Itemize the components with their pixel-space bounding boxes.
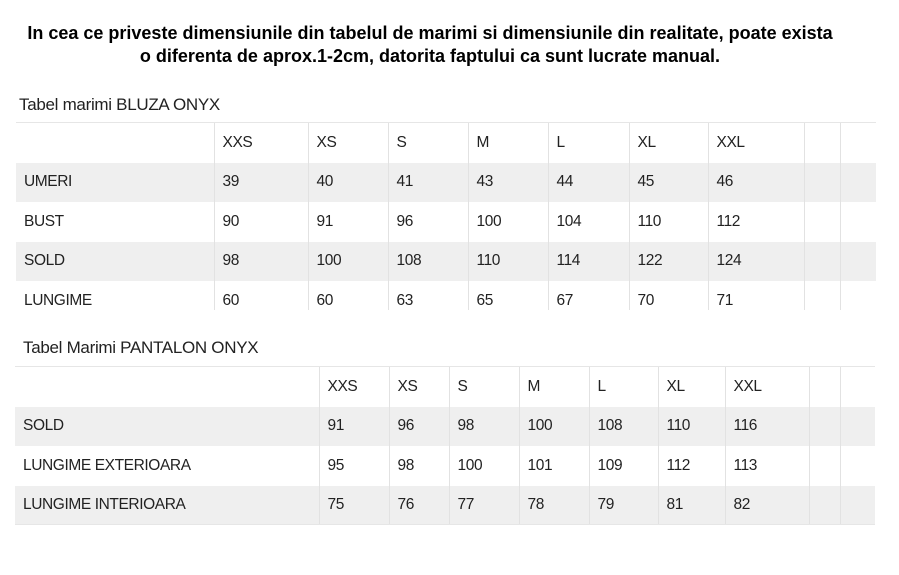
table-cell: 60 bbox=[214, 281, 308, 310]
table-cell: 91 bbox=[319, 407, 389, 447]
header-cell: XXS bbox=[319, 367, 389, 407]
table-cell bbox=[804, 242, 840, 282]
table-cell bbox=[840, 446, 875, 486]
table-cell: 104 bbox=[548, 202, 629, 242]
table-row bbox=[16, 202, 876, 242]
header-cell: XXL bbox=[725, 367, 809, 407]
header-cell: XL bbox=[629, 123, 708, 163]
table-cell bbox=[840, 242, 876, 282]
header-cell bbox=[804, 123, 840, 163]
table-header-row bbox=[15, 367, 875, 407]
header-cell: S bbox=[449, 367, 519, 407]
table-cell: 112 bbox=[658, 446, 725, 486]
table-cell: 108 bbox=[388, 242, 468, 282]
header-cell bbox=[840, 123, 876, 163]
table-cell: 71 bbox=[708, 281, 804, 310]
header-cell: XXL bbox=[708, 123, 804, 163]
header-cell: XS bbox=[308, 123, 388, 163]
table-cell: 75 bbox=[319, 486, 389, 526]
row-label: LUNGIME INTERIOARA bbox=[15, 486, 319, 526]
table-cell: 98 bbox=[389, 446, 449, 486]
table-cell: 124 bbox=[708, 242, 804, 282]
table-cell: 65 bbox=[468, 281, 548, 310]
table-cell: 82 bbox=[725, 486, 809, 526]
row-label: BUST bbox=[24, 212, 64, 230]
table-cell: 41 bbox=[388, 163, 468, 203]
row-label: SOLD bbox=[16, 242, 214, 282]
table-cell: 90 bbox=[214, 202, 308, 242]
header-cell: M bbox=[468, 123, 548, 163]
table-cell: 100 bbox=[449, 446, 519, 486]
table-header-row bbox=[16, 123, 876, 163]
row-label: UMERI bbox=[16, 163, 214, 203]
table-cell bbox=[840, 202, 876, 242]
table-cell: 81 bbox=[658, 486, 725, 526]
header-cell bbox=[16, 123, 214, 163]
table-cell: 43 bbox=[468, 163, 548, 203]
table-cell: 45 bbox=[629, 163, 708, 203]
table-cell: 108 bbox=[589, 407, 658, 447]
table-cell bbox=[804, 163, 840, 203]
table-cell: 46 bbox=[708, 163, 804, 203]
table-cell: 40 bbox=[308, 163, 388, 203]
header-cell bbox=[809, 367, 840, 407]
bluza-table-clip bbox=[16, 122, 878, 310]
row-label: SOLD bbox=[15, 407, 319, 447]
table-cell bbox=[840, 407, 875, 447]
table-row bbox=[16, 163, 876, 203]
table-cell: 116 bbox=[725, 407, 809, 447]
table-bottom-border bbox=[15, 524, 875, 525]
header-cell bbox=[15, 367, 319, 407]
header-cell: XXS bbox=[214, 123, 308, 163]
table-cell: 60 bbox=[308, 281, 388, 310]
row-label: LUNGIME EXTERIOARA bbox=[23, 456, 191, 474]
table-cell: 44 bbox=[548, 163, 629, 203]
table-cell: 122 bbox=[629, 242, 708, 282]
table-cell: 98 bbox=[214, 242, 308, 282]
table-cell: 100 bbox=[308, 242, 388, 282]
table-cell: 95 bbox=[319, 446, 389, 486]
table-cell bbox=[809, 446, 840, 486]
table-cell: 76 bbox=[389, 486, 449, 526]
table-cell: 77 bbox=[449, 486, 519, 526]
table-cell: 100 bbox=[468, 202, 548, 242]
table-cell: 110 bbox=[468, 242, 548, 282]
table-row bbox=[15, 486, 875, 526]
header-cell bbox=[840, 367, 875, 407]
table-row bbox=[16, 281, 876, 310]
table-cell: 91 bbox=[308, 202, 388, 242]
table-cell: 78 bbox=[519, 486, 589, 526]
table-cell: 39 bbox=[214, 163, 308, 203]
table-row bbox=[15, 407, 875, 447]
table-cell: 79 bbox=[589, 486, 658, 526]
bluza-size-table bbox=[16, 122, 876, 310]
table-cell bbox=[804, 202, 840, 242]
table-cell bbox=[804, 281, 840, 310]
header-cell: XL bbox=[658, 367, 725, 407]
table-cell: 70 bbox=[629, 281, 708, 310]
table-cell: 100 bbox=[519, 407, 589, 447]
table-cell: 96 bbox=[389, 407, 449, 447]
table-cell bbox=[840, 281, 876, 310]
disclaimer-note: In cea ce priveste dimensiunile din tabelul de marimi si dimensiunile din realitate, poate exista o diferenta de aprox.1-2cm, datorita faptului ca sunt lucrate manual. bbox=[27, 23, 833, 66]
table-row bbox=[15, 446, 875, 486]
header-cell: XS bbox=[389, 367, 449, 407]
table-cell: 114 bbox=[548, 242, 629, 282]
header-cell: L bbox=[548, 123, 629, 163]
table-cell bbox=[840, 163, 876, 203]
table-cell: 110 bbox=[629, 202, 708, 242]
table-cell: 98 bbox=[449, 407, 519, 447]
table-cell: 112 bbox=[708, 202, 804, 242]
pantalon-table-title: Tabel Marimi PANTALON ONYX bbox=[23, 338, 259, 357]
table-cell bbox=[840, 486, 875, 526]
header-cell: S bbox=[388, 123, 468, 163]
table-cell bbox=[809, 407, 840, 447]
table-cell bbox=[809, 486, 840, 526]
table-cell: 113 bbox=[725, 446, 809, 486]
table-row bbox=[16, 242, 876, 282]
table-cell: 67 bbox=[548, 281, 629, 310]
row-label: LUNGIME bbox=[24, 291, 92, 309]
table-cell: 96 bbox=[388, 202, 468, 242]
table-cell: 101 bbox=[519, 446, 589, 486]
table-cell: 110 bbox=[658, 407, 725, 447]
table-cell: 63 bbox=[388, 281, 468, 310]
header-cell: M bbox=[519, 367, 589, 407]
table-cell: 109 bbox=[589, 446, 658, 486]
bluza-table-title: Tabel marimi BLUZA ONYX bbox=[19, 95, 220, 114]
pantalon-size-table bbox=[15, 366, 875, 525]
header-cell: L bbox=[589, 367, 658, 407]
